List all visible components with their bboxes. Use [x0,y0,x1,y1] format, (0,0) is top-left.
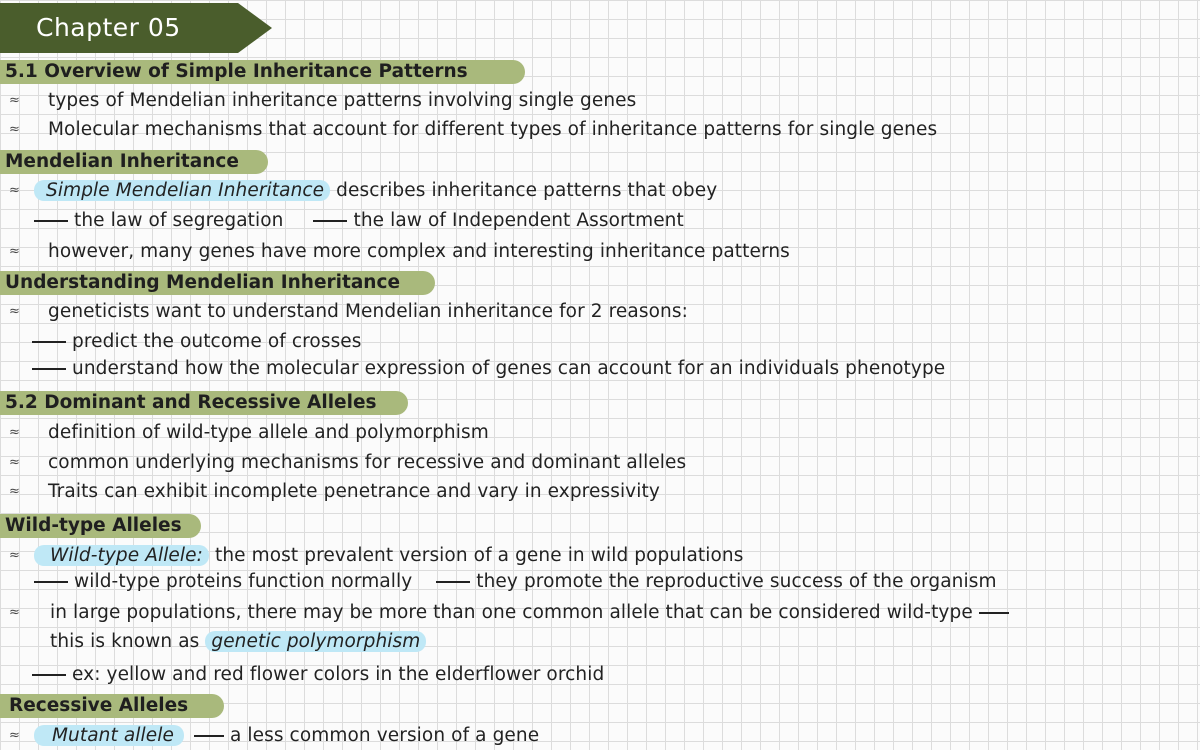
term-highlight: genetic polymorphism [205,631,426,652]
note-text: the most prevalent version of a gene in wild populations [214,545,744,566]
term-highlight: Simple Mendelian Inheritance [34,180,330,201]
note-line [34,178,717,204]
note-line: common underlying mechanisms for recessive and dominant alleles [48,452,687,473]
heading-wild-type-alleles: Wild-type Alleles [0,514,201,538]
term-highlight: Mutant allele [34,725,184,746]
note-line: however, many genes have more complex and interesting inheritance patterns [48,241,790,262]
note-text: a less common version of a gene [229,725,540,746]
note-line [34,569,997,595]
bullet-icon: ≈ [9,605,20,620]
dash-icon [34,581,68,583]
dash-icon [32,674,66,676]
bullet-icon: ≈ [9,244,20,259]
note-text: ex: yellow and red flower colors in the elderflower orchid [72,664,605,685]
note-line [34,543,743,569]
note-line: Molecular mechanisms that account for different types of inheritance patterns for single genes [48,119,938,140]
heading-mendelian-inheritance: Mendelian Inheritance [0,150,268,174]
dash-icon [194,735,224,737]
note-line [50,629,426,655]
note-line: definition of wild-type allele and polymorphism [48,422,489,443]
dash-icon [979,612,1009,614]
dash-icon [436,581,470,583]
dash-icon [32,341,66,343]
dash-icon [313,220,347,222]
bullet-icon: ≈ [9,93,20,108]
bullet-icon: ≈ [9,728,20,743]
note-text: understand how the molecular expression of genes can account for an individuals phenotype [72,358,946,379]
dash-icon [34,220,68,222]
heading-recessive-alleles: Recessive Alleles [0,694,224,718]
note-line: types of Mendelian inheritance patterns involving single genes [48,90,637,111]
note-line [32,356,945,382]
note-line [34,723,539,749]
note-text: this is known as [50,631,200,652]
note-line [34,208,684,234]
note-text: they promote the reproductive success of the organism [476,571,997,592]
bullet-icon: ≈ [9,122,20,137]
heading-5-2: 5.2 Dominant and Recessive Alleles [0,391,408,415]
bullet-icon: ≈ [9,548,20,563]
note-line: geneticists want to understand Mendelian inheritance for 2 reasons: [48,301,688,322]
bullet-icon: ≈ [9,304,20,319]
bullet-icon: ≈ [9,455,20,470]
heading-understanding-mendelian: Understanding Mendelian Inheritance [0,271,435,295]
note-line: Traits can exhibit incomplete penetrance and vary in expressivity [48,481,660,502]
note-text: the law of segregation [74,210,284,231]
note-line [32,329,362,355]
heading-5-1: 5.1 Overview of Simple Inheritance Patterns [0,60,525,84]
bullet-icon: ≈ [9,183,20,198]
note-text: describes inheritance patterns that obey [336,180,718,201]
bullet-icon: ≈ [9,425,20,440]
term-highlight: Wild-type Allele: [34,545,209,566]
chapter-title: Chapter 05 [36,13,181,42]
note-line [32,662,604,688]
note-text: the law of Independent Assortment [353,210,684,231]
note-text: wild-type proteins function normally [74,571,413,592]
dash-icon [32,368,66,370]
bullet-icon: ≈ [9,484,20,499]
note-text: predict the outcome of crosses [72,331,362,352]
note-line [50,600,1009,626]
note-text: in large populations, there may be more than one common allele that can be considered wild-type [50,602,973,623]
